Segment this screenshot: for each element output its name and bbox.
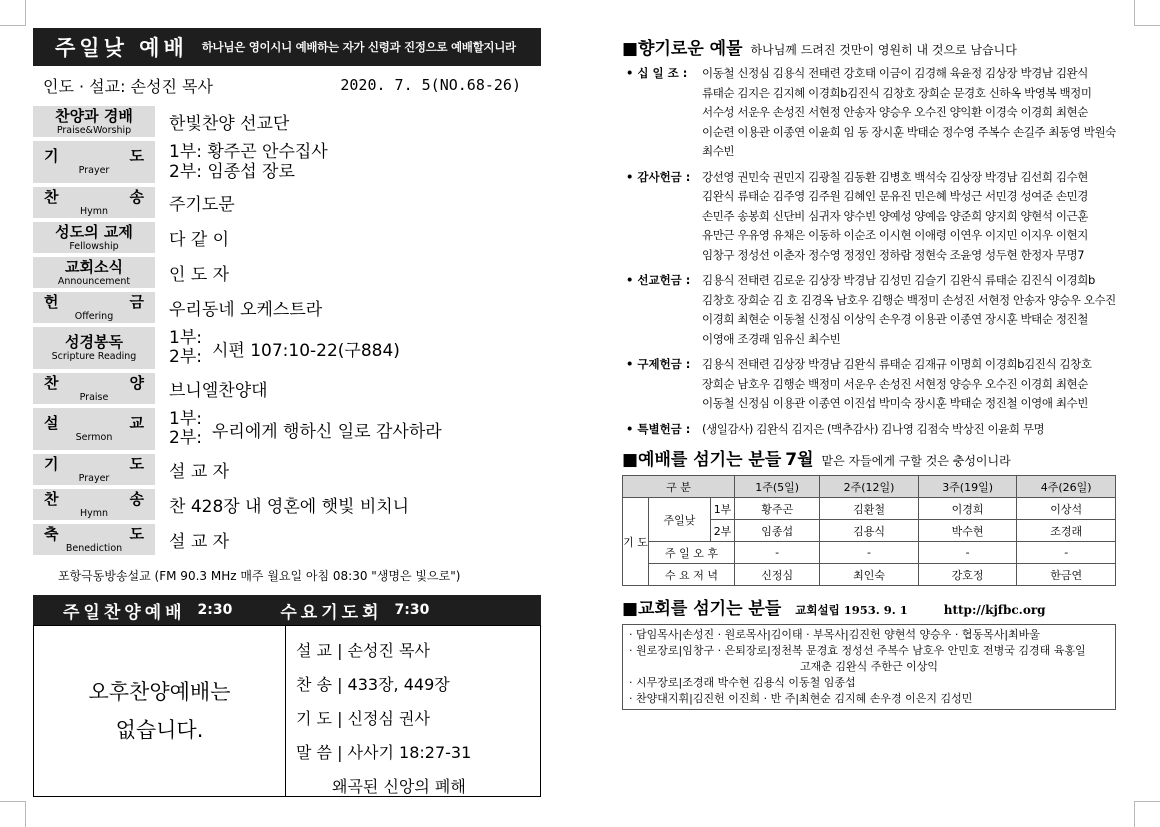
order-value: 다 같 이 bbox=[169, 230, 230, 250]
wednesday-time: 7:30 bbox=[394, 602, 430, 618]
servers-title: ■예배를 섬기는 분들 bbox=[622, 450, 782, 470]
order-of-service bbox=[33, 104, 541, 557]
offerings-list bbox=[622, 64, 1120, 439]
worship-order-page bbox=[33, 28, 541, 797]
offering-item: • 특별헌금 : (생일감사) 김완식 김지은 (맥추감사) 김나영 김점숙 박상진 이윤희 무명 bbox=[626, 421, 1045, 436]
order-row-sermon bbox=[33, 406, 541, 452]
church-established: 교회설립 1953. 9. 1 bbox=[795, 603, 908, 617]
order-row-prayer bbox=[33, 139, 541, 185]
table-row: 기 도 주일낮 1부 황주곤 김환철 이경희 이상석 bbox=[623, 498, 1116, 520]
order-value: 우리동네 오케스트라 bbox=[169, 300, 323, 320]
church-staff-box bbox=[622, 624, 1116, 710]
order-label: 성경봉독 Scripture Reading bbox=[33, 327, 155, 369]
order-value: 찬 428장 내 영혼에 햇빛 비치니 bbox=[169, 497, 410, 517]
order-label: 교회소식 Announcement bbox=[33, 257, 155, 288]
order-row-announcement bbox=[33, 255, 541, 290]
order-label: 헌 금 Offering bbox=[33, 292, 155, 323]
order-value: 설 교 자 bbox=[169, 462, 230, 482]
wednesday-details bbox=[286, 626, 540, 796]
table-row: 2부 임종섭 김용식 박수현 조경래 bbox=[623, 520, 1116, 542]
worship-info-row bbox=[33, 66, 541, 104]
wednesday-line: 기 도 | 신정심 권사 bbox=[296, 708, 430, 728]
order-row-benediction bbox=[33, 522, 541, 557]
crop-mark-top-left bbox=[0, 0, 26, 26]
servers-month: 7월 bbox=[785, 450, 814, 470]
staff-line: · 담임목사|손성진 · 원로목사|김이태 · 부목사|김진헌 양현석 양승우 · 협동목사|최바울 bbox=[629, 628, 1040, 641]
order-label: 설 교 Sermon bbox=[33, 408, 155, 450]
offerings-title: ■향기로운 예물 bbox=[622, 39, 743, 59]
order-label: 찬 송 Hymn bbox=[33, 187, 155, 218]
wednesday-title: 수요기도회 bbox=[280, 602, 383, 623]
wednesday-line: 말 씀 | 사사기 18:27-31 bbox=[296, 742, 472, 762]
afternoon-title: 주일찬양예배 bbox=[63, 602, 186, 623]
worship-date: 2020. 7. 5(NO.68-26) bbox=[340, 76, 521, 94]
order-row-scripture bbox=[33, 325, 541, 371]
staff-line: · 시무장로|조경래 박수현 김용식 이동철 임종섭 bbox=[629, 676, 856, 689]
order-row-hymn bbox=[33, 185, 541, 220]
order-row-offering bbox=[33, 290, 541, 325]
church-title: ■교회를 섬기는 분들 bbox=[622, 599, 782, 619]
staff-line: · 찬양대지휘|김진헌 이진희 · 반 주|최현순 김지혜 손우경 이은지 김성민 bbox=[629, 692, 973, 705]
offering-item: • 구제헌금 : 김용식 전태련 김상장 박경남 김완식 류태순 김재규 이명희 이경희b김진식 김창호 장희순 남호우 김행순 백정미 서운우 손성진 서현정 양승우 오수진 이경희 최현순 이동철 신정심 이용관 이종연 이진섭 박미숙 장시훈 박태순 정진철 이영애 최수빈 bbox=[626, 357, 1092, 410]
order-label: 찬 양 Praise bbox=[33, 373, 155, 404]
afternoon-message: 오후찬양예배는 없습니다. bbox=[34, 626, 286, 796]
servers-title-row bbox=[622, 445, 1120, 471]
order-row-closing-prayer bbox=[33, 452, 541, 487]
crop-mark-bottom-left bbox=[0, 801, 26, 827]
offering-item: • 감사헌금 : 강선영 권민숙 권민지 김광칠 김동환 김병호 백석숙 김상장 박경남 김선희 김수현 김완식 류태순 김주영 김주원 김혜인 문유진 민은혜 박성근 서민경 성여준 손민경 손민주 송봉희 신단비 심귀자 양수빈 양예성 양예음 양준희 양지희 양현석 이근훈 유만근 우유영 유채은 이동하 이순조 이시현 이애령 이연우 이지민 이지우 이현지 임창구 정성선 이춘자 정수영 정정인 정하람 정현숙 조윤영 성두현 한정자 무명7 bbox=[626, 169, 1088, 262]
table-row: 수 요 저 녁 신정심 최인숙 강호정 한금연 bbox=[623, 564, 1116, 586]
wednesday-line: 설 교 | 손성진 목사 bbox=[296, 640, 430, 660]
order-label: 기 도 Prayer bbox=[33, 454, 155, 485]
order-label: 기 도 Prayer bbox=[33, 141, 155, 183]
crop-mark-top-right bbox=[1134, 0, 1160, 26]
order-label: 찬양과 경배 Praise&Worship bbox=[33, 106, 155, 137]
order-value: 인 도 자 bbox=[169, 265, 230, 285]
offering-item: • 십 일 조 : 이동철 신정심 김용식 전태련 강호태 이금이 김경해 육윤정 김상장 박경남 김완식 류태순 김지은 김지혜 이경희b김진식 김창호 장희순 문경호 신하옥 박영복 백정미 서수성 서운우 손성진 서현정 안송자 양승우 오수진 양익환 이경숙 이경희 최현순 이순련 이용관 이종연 이윤희 임 동 장시훈 박태순 정수영 주복수 손길주 최동영 박원숙 최수빈 bbox=[626, 66, 1116, 158]
offering-item: • 선교헌금 : 김용식 전태련 김로운 김상장 박경남 김성민 김슬기 김완식 류태순 김진식 이경희b 김창호 장희순 김 호 김경옥 남호우 김행순 백정미 손성진 서현정 안송자 양승우 오수진 이경희 최현순 이동철 신정심 이상익 손우경 이용관 이종연 장시훈 박태순 정진철 이영애 조경래 임유신 최수빈 bbox=[626, 273, 1116, 346]
church-website-link[interactable]: http://kjfbc.org bbox=[943, 603, 1046, 617]
order-row-praise bbox=[33, 104, 541, 139]
church-info-page bbox=[622, 34, 1120, 710]
staff-line: · 원로장로|임창구 · 은퇴장로|정천복 문경효 정성선 주복수 남호우 안민호 전병국 김경태 육홍일 bbox=[629, 644, 1086, 657]
wednesday-line: 찬 송 | 433장, 449장 bbox=[296, 674, 450, 694]
order-value: 브니엘찬양대 bbox=[169, 381, 268, 401]
church-title-row bbox=[622, 594, 1120, 620]
order-label: 축 도 Benediction bbox=[33, 524, 155, 555]
crop-mark-bottom-right bbox=[1134, 801, 1160, 827]
table-row: 구 분 1주(5일) 2주(12일) 3주(19일) 4주(26일) bbox=[623, 476, 1116, 498]
order-value: 1부: 황주곤 안수집사 2부: 임종섭 장로 bbox=[169, 142, 328, 182]
servers-table bbox=[622, 475, 1116, 586]
worship-leader: 인도 · 설교: 손성진 목사 bbox=[43, 76, 213, 96]
order-value: 1부: 2부: 시편 107:10-22(구884) bbox=[169, 328, 400, 367]
order-label: 찬 송 Hymn bbox=[33, 489, 155, 520]
order-value: 한빛찬양 선교단 bbox=[169, 114, 290, 134]
order-label: 성도의 교제 Fellowship bbox=[33, 222, 155, 253]
order-row-closing-hymn bbox=[33, 487, 541, 522]
afternoon-box bbox=[33, 625, 541, 797]
worship-title-bar bbox=[33, 28, 541, 66]
order-value: 1부: 2부: 우리에게 행하신 일로 감사하라 bbox=[169, 409, 442, 448]
table-row: 주 일 오 후 - - - - bbox=[623, 542, 1116, 564]
offerings-subtitle: 하나님께 드려진 것만이 영원히 내 것으로 남습니다 bbox=[750, 43, 1017, 57]
servers-subtitle: 맡은 자들에게 구할 것은 충성이니라 bbox=[821, 454, 1011, 468]
afternoon-header bbox=[33, 595, 541, 625]
order-value: 설 교 자 bbox=[169, 532, 230, 552]
order-value: 주기도문 bbox=[169, 195, 235, 215]
order-row-fellowship bbox=[33, 220, 541, 255]
worship-title: 주일낮 예배 bbox=[55, 36, 188, 60]
order-row-praise-choir bbox=[33, 371, 541, 406]
staff-line: 고재춘 김완식 주한근 이상익 bbox=[799, 660, 938, 673]
offerings-title-row bbox=[622, 34, 1120, 60]
afternoon-time: 2:30 bbox=[197, 602, 233, 618]
worship-verse: 하나님은 영이시니 예배하는 자가 신령과 진정으로 예배할지니라 bbox=[201, 40, 516, 54]
broadcast-notice: 포항극동방송설교 (FM 90.3 MHz 매주 월요일 아침 08:30 "생명은 빛으로") bbox=[58, 569, 461, 583]
wednesday-sermon-title: 왜곡된 신앙의 폐해 bbox=[332, 776, 466, 796]
